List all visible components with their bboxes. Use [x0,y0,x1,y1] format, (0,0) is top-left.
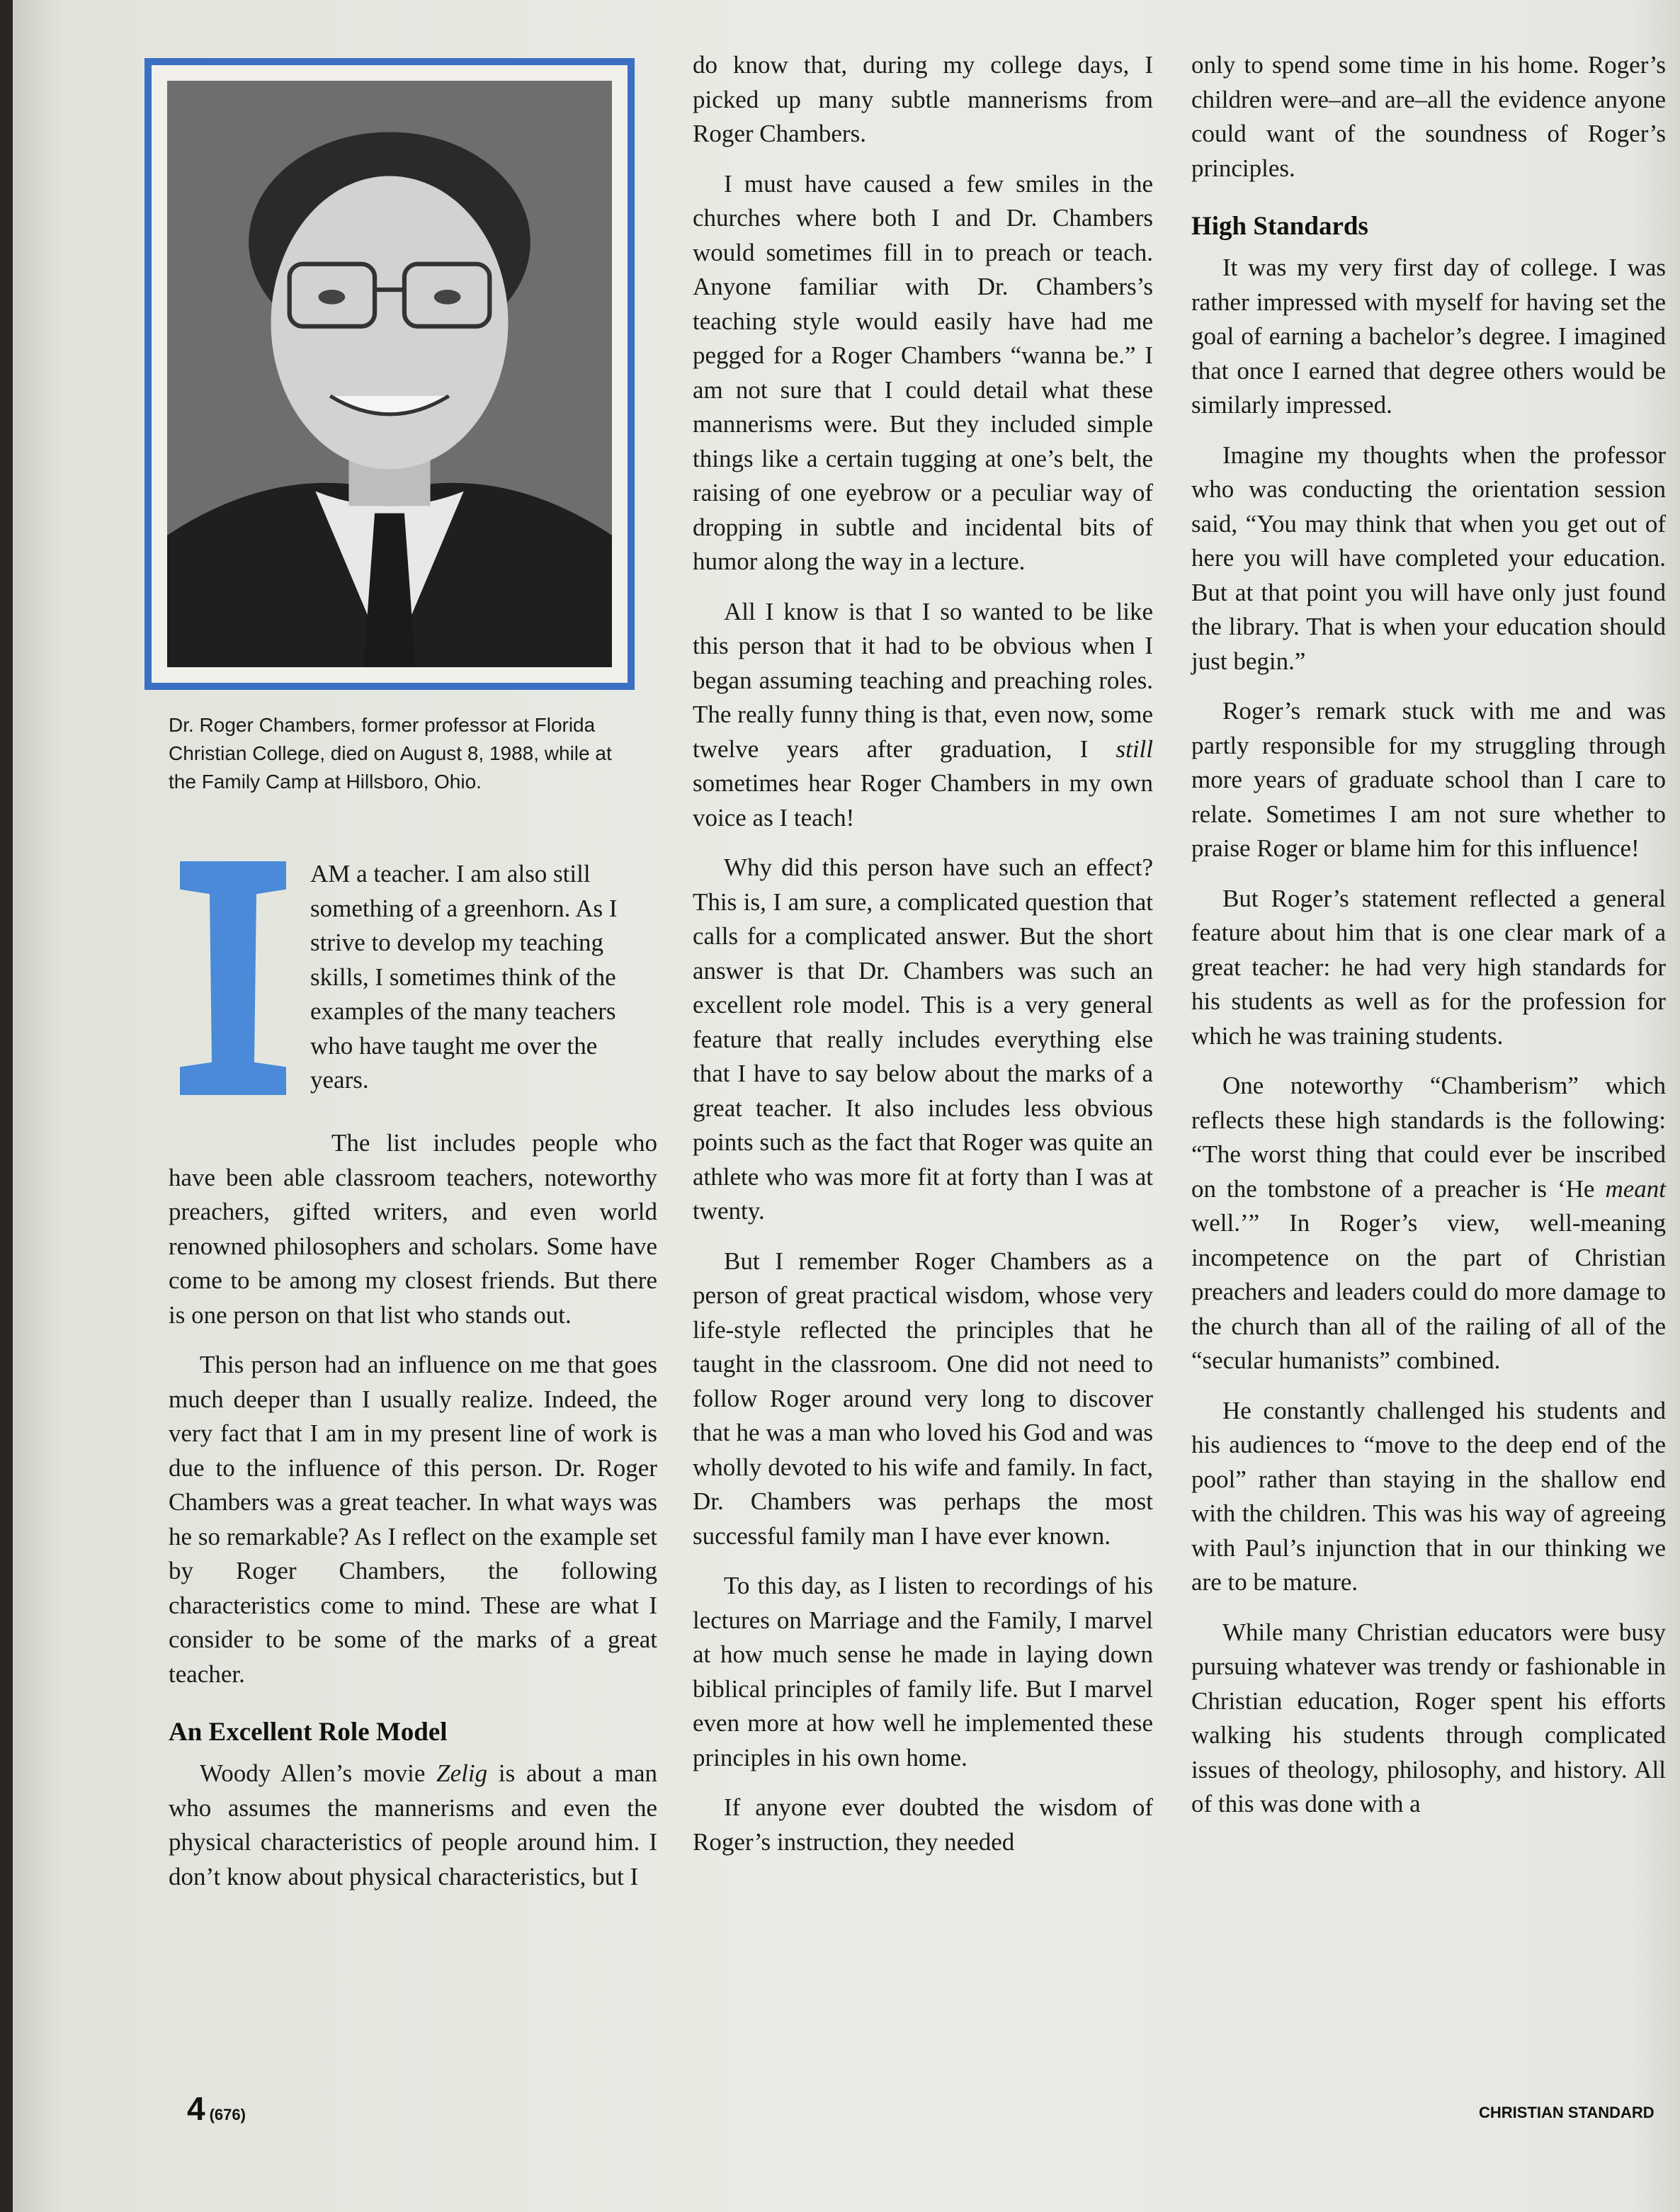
paragraph: do know that, during my college days, I picked up many subtle mannerisms from Roger Chambers. [693,51,1153,147]
paragraph: He constantly challenged his students and his audiences to “move to the deep end of the pool” rather than staying in the shallow end with the children. This was his way of agreeing with Paul’s injunction that in our thinking we are to be mature. [1191,1396,1666,1596]
paragraph: All I know is that I so wanted to be like this person that it had to be obvious when I began assuming teaching and preaching roles. The really funny thing is that, even now, some twelve years after graduation, I still sometimes hear Roger Chambers in my own voice as I teach! [693,597,1153,832]
paragraph: But I remember Roger Chambers as a person of great practical wisdom, whose very life-style reflected the principles that he taught in the classroom. One did not need to follow Roger around very long to discover that he was a man who loved his God and was wholly devoted to his wife and family. In fact, Dr. Chambers was perhaps the most successful family man I have ever known. [693,1247,1153,1550]
publication-name: CHRISTIAN STANDARD [1479,2104,1655,2121]
paragraph: One noteworthy “Chamberism” which reflects these high standards is the following: “The worst thing that could ever be inscribed on the tombstone of a preacher is ‘He meant well.’” In Roger’s view, well-meaning incompetence on the part of Christian preachers and leaders could do more damage to the church than all of the railing of all of the “secular humanists” combined. [1191,1072,1666,1374]
portrait-photo-frame [144,58,635,690]
paragraph: Woody Allen’s movie Zelig is about a man who assumes the mannerisms and even the physical characteristics of people around him. I don’t know about physical characteristics, but I [169,1759,657,1890]
page-reference: (676) [209,2106,246,2123]
column-1 [169,1126,657,1910]
paragraph: Why did this person have such an effect? This is, I am sure, a complicated question that calls for a complicated answer. But the short answer is that Dr. Chambers was such an excellent role model. This is a very general feature that really includes everything else that I have to say below about the marks of a great teacher. It also includes less obvious points such as the fact that Roger was quite an athlete who was more fit at forty than I was at twenty. [693,853,1153,1225]
section-heading: An Excellent Role Model [169,1718,448,1747]
paragraph: Imagine my thoughts when the professor who was conducting the orientation session said, “You may think that when you get out of here you will have completed your education. But at that point you will have only just found the library. That is when your education should just begin.” [1191,441,1666,675]
magazine-page [13,0,1680,2212]
page-number: 4 [187,2090,205,2127]
paragraph: The list includes people who have been able classroom teachers, noteworthy preachers, gifted writers, and even world renowned philosophers and scholars. Some have come to be among my closest friends. But there is one person on that list who stands out. [169,1129,657,1329]
page-footer-number [187,2089,246,2128]
column-2 [693,48,1153,1875]
drop-cap-letter [180,861,286,1095]
opening-paragraph: AM a teacher. I am also still something of a greenhorn. As I strive to develop my teaching skills, I sometimes think of the examples of the many teachers who have taught me over the years. [310,860,618,1094]
section-heading: High Standards [1191,212,1368,241]
paragraph: Roger’s remark stuck with me and was partly responsible for my struggling through more years of graduate school than I care to relate. Sometimes I am not sure whether to praise Roger or blame him for this influence! [1191,697,1666,862]
column-3 [1191,48,1666,1837]
paragraph: only to spend some time in his home. Roger’s children were–and are–all the evidence anyone could want of the soundness of Roger’s principles. [1191,51,1666,182]
portrait-photo [167,81,612,667]
portrait-photo-mat [152,65,628,683]
paragraph: This person had an influence on me that goes much deeper than I usually realize. Indeed, the very fact that I am in my present line of work is due to the influence of this person. Dr. Roger Chambers was a great teacher. In what ways was he so remarkable? As I reflect on the example set by Roger Chambers, the following characteristics come to mind. These are what I consider to be some of the marks of a great teacher. [169,1351,657,1688]
photo-caption: Dr. Roger Chambers, former professor at Florida Christian College, died on August 8, 1988, while at the Family Camp at Hillsboro, Ohio. [169,714,612,793]
paragraph: While many Christian educators were busy pursuing whatever was trendy or fashionable in Christian education, Roger spent his efforts walking his students through complicated issues of theology, philosophy, and history. All of this was done with a [1191,1618,1666,1817]
paragraph: I must have caused a few smiles in the churches where both I and Dr. Chambers would sometimes fill in to preach or teach. Anyone familiar with Dr. Chambers’s teaching style would easily have had me pegged for a Roger Chambers “wanna be.” I am not sure that I could detail what these mannerisms were. But they included simple things like a certain tugging at one’s belt, the raising of one eyebrow or a peculiar way of dropping in subtle and incidental bits of humor along the way in a lecture. [693,169,1153,575]
paragraph: If anyone ever doubted the wisdom of Roger’s instruction, they needed [693,1793,1153,1856]
paragraph: But Roger’s statement reflected a general feature about him that is one clear mark of a great teacher: he had very high standards for his students as well as for the profession for which he was training students. [1191,884,1666,1050]
paragraph: It was my very first day of college. I was rather impressed with myself for having set the goal of earning a bachelor’s degree. I imagined that once I earned that degree others would be similarly impressed. [1191,254,1666,419]
portrait-illustration [167,81,612,667]
paragraph: To this day, as I listen to recordings of his lectures on Marriage and the Family, I marvel at how much sense he made in laying down biblical principles of family life. But I marvel even more at how well he implemented these principles in his own home. [693,1572,1153,1771]
